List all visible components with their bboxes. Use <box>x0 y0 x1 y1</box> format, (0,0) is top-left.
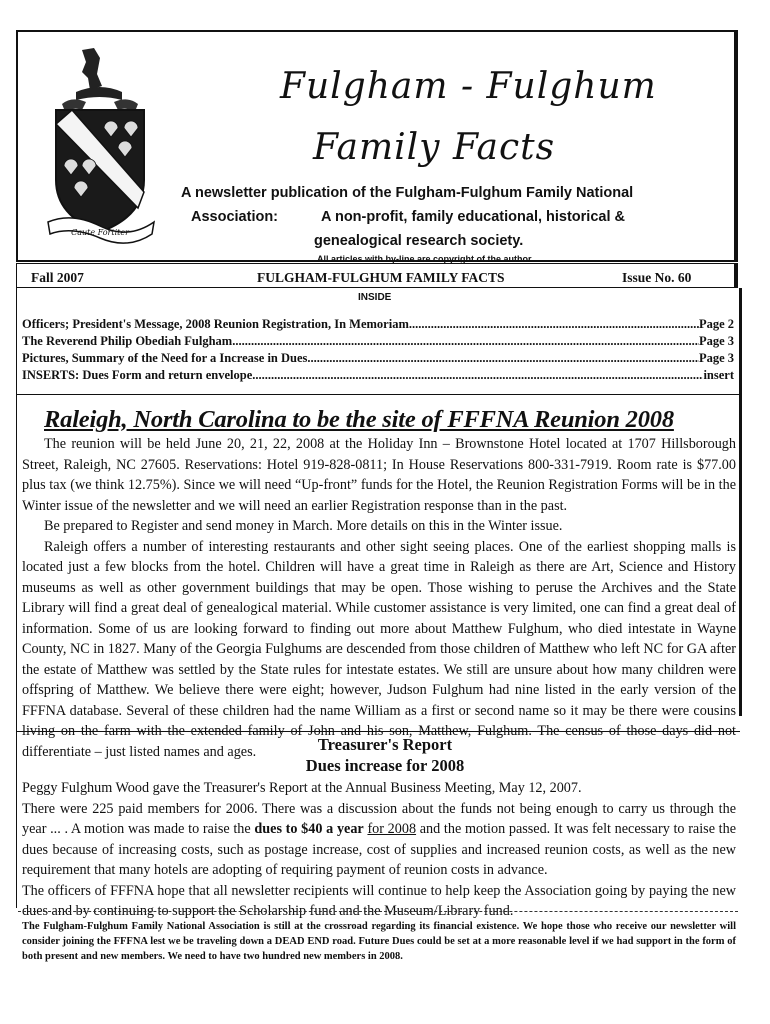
tagline-line2a: Association: <box>191 209 279 225</box>
toc-item-page: Page 3 <box>698 351 734 365</box>
reunion-paragraph-3: Raleigh offers a number of interesting restaurants and other sight seeing places. One of the earliest shopping malls is located just a few blocks from the hotel. Children will have a great time in Raleigh as there are Art, Science and History museums as well as other government buildings that may be open. Those wishing to peruse the Archives and the State Library will find a great deal of genealogical material. While customer assistance is very limited, one can find a great deal of information. Some of us are looking forward to finding out more about Matthew Fulghum, who died intestate in Wayne County, NC in 1827. Many of the Georgia Fulghums are descended from those children of Matthew who left NC for GA after the estate of Matthew was settled by the State rules for intestate estates. We still are unsure about how many children were offspring of Matthew. We believe there were eight; however, Judson Fulghum had nine listed in the early version of the FFFNA database. Several of these children had the name William as a first or second name so it may be there were cousins living on the farm with the extended family of John and his son, Matthew, Fulghum. The census of those days did not differentiate – just listed names and ages. <box>22 538 736 760</box>
crest-motto: Caute Fortiter <box>71 228 129 237</box>
dues-heading: Dues increase for 2008 <box>305 756 465 775</box>
newsletter-title-line1: Fulgham - Fulghum <box>280 66 657 107</box>
section-divider <box>16 731 740 732</box>
treasurer-line-2 <box>22 799 736 881</box>
reunion-article <box>22 434 736 762</box>
frame-left-rule <box>16 288 17 908</box>
closing-note: The Fulgham-Fulghum Family National Association is still at the crossroad regarding its financial existence. We hope those who receive our newsletter will consider joining the FFFNA lest we be traveling down a DEAD END road. Future Dues could be set at a more reasonable level if we had support in the form of both present and new members. We need to have two hundred new members in 2008. <box>22 921 736 962</box>
issue-season: Fall 2007 <box>31 270 84 285</box>
toc-item <box>22 317 734 332</box>
toc-item <box>22 334 734 349</box>
tagline-line1: A newsletter publication of the Fulgham-Fulghum Family National <box>181 185 634 201</box>
family-crest-icon <box>42 44 160 244</box>
copyright-note: All articles with by-line are copyright of the author <box>317 254 532 264</box>
treasurer-text: and the motion passed. It was felt necessary to raise the dues because of increasing costs, such as postage increase, cost of supplies and increased reunion costs, as well as the new requirement that many hotels are adopting of requiring payment of reunion costs in advance. <box>22 821 737 878</box>
issue-bar <box>16 263 738 288</box>
toc-item-title: Pictures, Summary of the Need for a Increase in Dues <box>22 351 308 365</box>
toc-item <box>22 351 734 366</box>
reunion-headline: Raleigh, North Carolina to be the site of FFFNA Reunion 2008 <box>44 406 674 433</box>
reunion-paragraph-1: The reunion will be held June 20, 21, 22, 2008 at the Holiday Inn – Brownstone Hotel located at 1707 Hillsborough Street, Raleigh, NC 27605. Reservations: Hotel 919-828-0811; In House Reservations 800-331-7919. Room rate is $77.00 plus tax (we think 12.75%). Since we will need “Up-front” funds for the Hotel, the Reunion Registration Forms will be in the Winter issue of the newsletter and we will need an earlier Registration response than in the past. <box>22 436 736 514</box>
toc-item-title: The Reverend Philip Obediah Fulgham <box>22 334 233 348</box>
toc-item <box>22 368 734 383</box>
dashed-divider <box>18 911 738 912</box>
frame-right-rule <box>739 288 742 716</box>
toc-item-title: Officers; President's Message, 2008 Reunion Registration, In Memoriam <box>22 317 409 331</box>
newsletter-title-line2: Family Facts <box>313 127 556 168</box>
inside-label: INSIDE <box>358 292 392 303</box>
tagline-line3: genealogical research society. <box>314 233 524 249</box>
dues-amount: dues to $40 a year <box>254 821 364 837</box>
toc-item-page: Page 2 <box>698 317 734 331</box>
dues-year: for 2008 <box>367 821 417 837</box>
issue-number: Issue No. 60 <box>622 270 692 285</box>
issue-newsletter-name: FULGHAM-FULGHUM FAMILY FACTS <box>257 270 505 285</box>
toc-item-page: Page 3 <box>698 334 734 348</box>
treasurer-line-3: The officers of FFFNA hope that all newsletter recipients will continue to help keep the Association going by paying the new dues and by continuing to support the Scholarship fund and the Museum/Library fund. <box>22 882 736 919</box>
tagline-line2b: A non-profit, family educational, historical & <box>321 209 625 225</box>
treasurer-text: There were 225 paid members for 2006. There was a discussion about the funds not being enough to carry us through the year ... . A motion was made to raise the <box>22 800 736 837</box>
treasurer-heading: Treasurer's Report <box>317 735 453 754</box>
reunion-paragraph-2: Be prepared to Register and send money in March. More details on this in the Winter issue. <box>44 518 563 534</box>
section-divider <box>16 394 742 395</box>
toc-item-page: insert <box>703 368 734 382</box>
treasurer-line-1: Peggy Fulghum Wood gave the Treasurer's Report at the Annual Business Meeting, May 12, 2007. <box>22 780 582 796</box>
treasurer-article <box>22 778 736 922</box>
toc-item-title: INSERTS: Dues Form and return envelope <box>22 368 253 382</box>
masthead-box <box>16 30 738 262</box>
